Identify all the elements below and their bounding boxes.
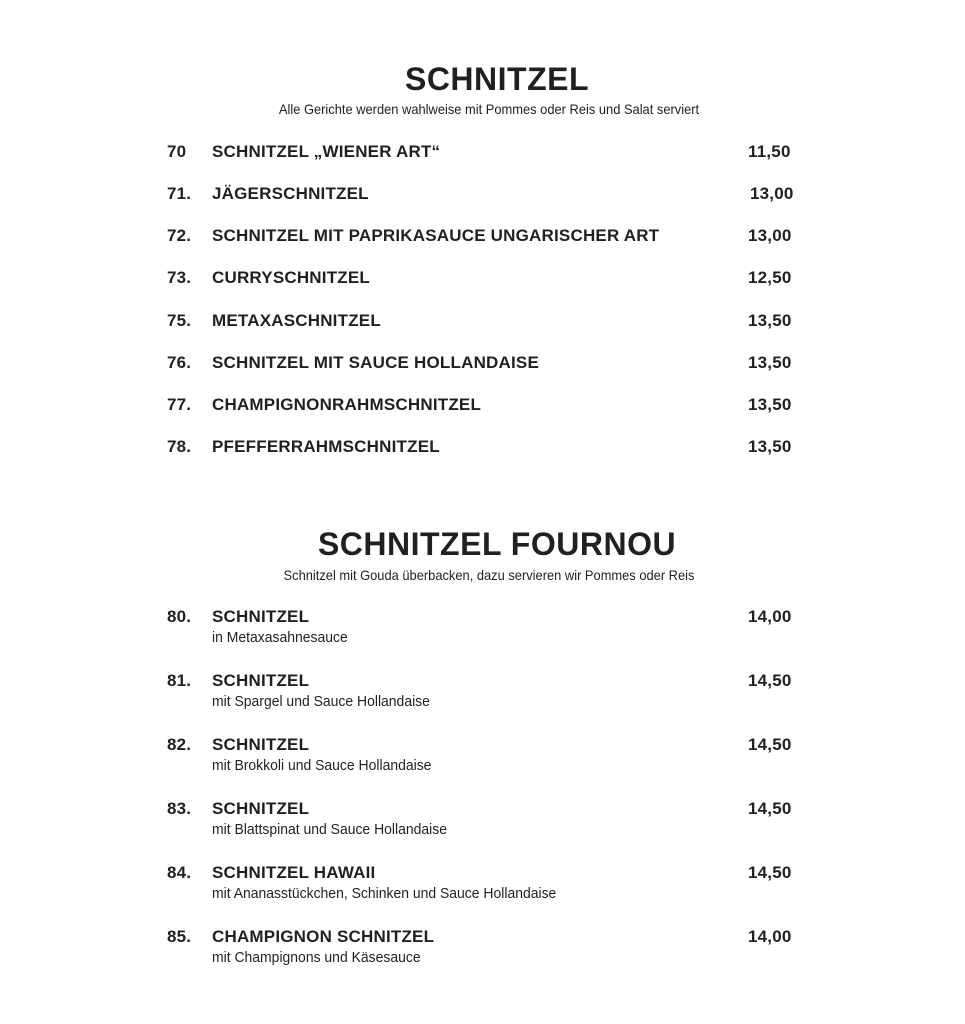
menu-item bbox=[167, 226, 807, 250]
menu-item bbox=[167, 735, 807, 779]
item-description: mit Blattspinat und Sauce Hollandaise bbox=[212, 821, 447, 838]
menu-item bbox=[167, 142, 807, 166]
item-name: PFEFFERRAHMSCHNITZEL bbox=[212, 437, 440, 456]
item-name: SCHNITZEL bbox=[212, 799, 310, 818]
item-number: 81. bbox=[167, 671, 192, 690]
item-number: 73. bbox=[167, 268, 192, 287]
item-price: 13,50 bbox=[748, 311, 792, 330]
menu-item bbox=[167, 863, 807, 907]
item-price: 14,50 bbox=[748, 735, 792, 754]
item-price: 14,50 bbox=[748, 799, 792, 818]
item-name: CHAMPIGNON SCHNITZEL bbox=[212, 927, 435, 946]
item-name: JÄGERSCHNITZEL bbox=[212, 184, 369, 203]
item-number: 76. bbox=[167, 353, 192, 372]
item-number: 77. bbox=[167, 395, 192, 414]
item-name: SCHNITZEL HAWAII bbox=[212, 863, 376, 882]
item-price: 13,50 bbox=[748, 395, 792, 414]
item-description: mit Spargel und Sauce Hollandaise bbox=[212, 693, 430, 710]
item-description: mit Ananasstückchen, Schinken und Sauce Hollandaise bbox=[212, 885, 557, 902]
item-description: mit Champignons und Käsesauce bbox=[212, 949, 421, 966]
item-number: 80. bbox=[167, 607, 192, 626]
section-title-schnitzel: SCHNITZEL bbox=[404, 61, 590, 97]
menu-item bbox=[167, 671, 807, 715]
item-number: 84. bbox=[167, 863, 192, 882]
item-number: 75. bbox=[167, 311, 192, 330]
menu-item bbox=[167, 311, 807, 335]
item-name: SCHNITZEL MIT SAUCE HOLLANDAISE bbox=[212, 353, 540, 372]
menu-item bbox=[167, 353, 807, 377]
item-name: SCHNITZEL bbox=[212, 735, 310, 754]
menu-item bbox=[167, 927, 807, 971]
section-subtitle-schnitzel: Alle Gerichte werden wahlweise mit Pommes oder Reis und Salat serviert bbox=[278, 101, 700, 117]
item-name: SCHNITZEL „WIENER ART“ bbox=[212, 142, 441, 161]
item-price: 13,00 bbox=[750, 184, 794, 203]
item-name: CHAMPIGNONRAHMSCHNITZEL bbox=[212, 395, 482, 414]
menu-item bbox=[167, 268, 807, 292]
item-number: 82. bbox=[167, 735, 192, 754]
menu-item bbox=[167, 395, 807, 419]
menu-item bbox=[167, 437, 807, 461]
item-name: CURRYSCHNITZEL bbox=[212, 268, 370, 287]
item-price: 13,50 bbox=[748, 353, 792, 372]
section-title-schnitzel-fournou: SCHNITZEL FOURNOU bbox=[317, 526, 677, 562]
item-price: 13,50 bbox=[748, 437, 792, 456]
section-subtitle-schnitzel-fournou: Schnitzel mit Gouda überbacken, dazu servieren wir Pommes oder Reis bbox=[283, 567, 695, 583]
item-number: 78. bbox=[167, 437, 192, 456]
item-number: 72. bbox=[167, 226, 192, 245]
item-price: 14,00 bbox=[748, 607, 792, 626]
item-price: 11,50 bbox=[748, 142, 791, 161]
item-name: SCHNITZEL bbox=[212, 607, 310, 626]
item-description: in Metaxasahnesauce bbox=[212, 629, 348, 646]
menu-item bbox=[167, 799, 807, 843]
item-price: 14,50 bbox=[748, 671, 792, 690]
item-number: 85. bbox=[167, 927, 192, 946]
item-name: SCHNITZEL bbox=[212, 671, 310, 690]
item-number: 83. bbox=[167, 799, 192, 818]
menu-item bbox=[167, 184, 807, 208]
item-number: 70 bbox=[167, 142, 187, 161]
item-price: 14,00 bbox=[748, 927, 792, 946]
item-name: SCHNITZEL MIT PAPRIKASAUCE UNGARISCHER ART bbox=[212, 226, 660, 245]
menu-item bbox=[167, 607, 807, 651]
item-price: 12,50 bbox=[748, 268, 792, 287]
item-price: 14,50 bbox=[748, 863, 792, 882]
item-number: 71. bbox=[167, 184, 192, 203]
item-description: mit Brokkoli und Sauce Hollandaise bbox=[212, 757, 432, 774]
item-name: METAXASCHNITZEL bbox=[212, 311, 381, 330]
item-price: 13,00 bbox=[748, 226, 792, 245]
